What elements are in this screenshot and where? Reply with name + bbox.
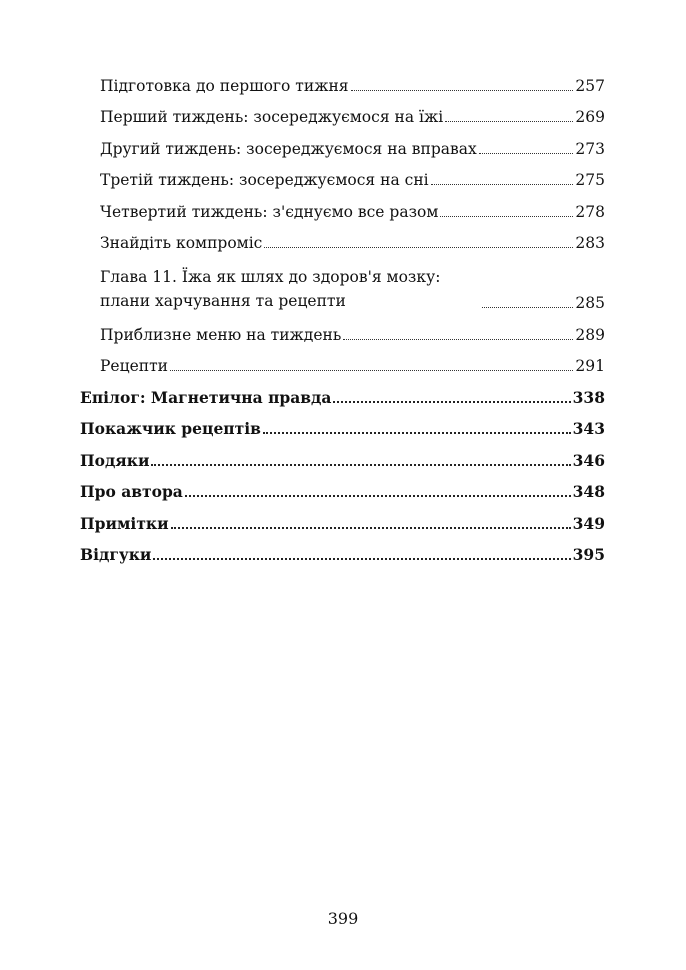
- toc-entry-page: 349: [572, 513, 605, 533]
- toc-entry[interactable]: [80, 190, 605, 222]
- toc-entry-page: 285: [575, 294, 605, 312]
- toc-entry[interactable]: [80, 96, 605, 128]
- toc-entry-page: 346: [572, 450, 605, 470]
- toc-entry-page: 283: [575, 234, 605, 252]
- toc-entry-page: 257: [575, 76, 605, 95]
- dot-leader: [170, 369, 573, 371]
- toc-entry-title: Покажчик рецептів: [80, 419, 261, 438]
- toc-entry-title: Примітки: [80, 513, 169, 533]
- toc-entry-title: Подяки: [80, 450, 150, 470]
- dot-leader: [479, 152, 574, 154]
- toc-entry[interactable]: [80, 64, 605, 96]
- toc-entry-page: 278: [575, 202, 605, 221]
- toc-entry-title: Глава 11. Їжа як шлях до здоров'я мозку: плани харчування та рецепти: [100, 268, 441, 310]
- toc-entry-title: Третій тиждень: зосереджуємося на сні: [100, 171, 429, 189]
- toc-entry[interactable]: [80, 313, 605, 345]
- toc-entry-notes[interactable]: [80, 502, 605, 534]
- toc-entry[interactable]: [80, 345, 605, 377]
- dot-leader: [171, 526, 571, 529]
- toc-entry[interactable]: [80, 159, 605, 191]
- toc-entry-page: 395: [572, 545, 605, 564]
- dot-leader: [343, 338, 573, 340]
- dot-leader: [264, 246, 573, 248]
- page-number: 399: [327, 909, 359, 928]
- dot-leader: [431, 183, 574, 185]
- toc-entry-page: 348: [572, 482, 605, 501]
- dot-leader: [263, 431, 571, 434]
- toc-entry-title: Відгуки: [80, 545, 152, 564]
- toc-entry-page: 338: [572, 387, 605, 407]
- dot-leader: [445, 120, 573, 122]
- dot-leader: [440, 215, 573, 217]
- toc-entry-title: Четвертий тиждень: з'єднуємо все разом: [100, 202, 439, 221]
- toc-entry-title: Рецепти: [100, 357, 168, 375]
- toc-entry-page: 275: [575, 171, 605, 189]
- toc-entry-title: Епілог: Магнетична правда: [80, 387, 332, 407]
- dot-leader: [153, 557, 570, 560]
- dot-leader: [185, 494, 571, 497]
- toc-entry-page: 343: [572, 419, 605, 438]
- toc-entry[interactable]: [80, 127, 605, 159]
- toc-entry-title: Перший тиждень: зосереджуємося на їжі: [100, 108, 444, 126]
- dot-leader: [333, 400, 570, 403]
- dot-leader: [151, 463, 570, 466]
- toc-entry-page: 273: [575, 139, 605, 158]
- table-of-contents: [80, 64, 605, 565]
- toc-entry-chapter-11[interactable]: [80, 253, 605, 313]
- toc-entry-recipe-index[interactable]: [80, 408, 605, 440]
- toc-entry-page: 291: [575, 357, 605, 375]
- toc-entry-reviews[interactable]: [80, 534, 605, 566]
- toc-entry-title: Підготовка до першого тижня: [100, 76, 349, 95]
- toc-entry-about-author[interactable]: [80, 471, 605, 503]
- toc-entry-acknowledgements[interactable]: [80, 439, 605, 471]
- dot-leader: [351, 89, 574, 91]
- toc-entry-title: Про автора: [80, 482, 183, 501]
- toc-entry-epilogue[interactable]: [80, 376, 605, 408]
- dot-leader: [482, 306, 573, 308]
- toc-entry[interactable]: [80, 222, 605, 254]
- toc-entry-title: Приблизне меню на тиждень: [100, 325, 342, 344]
- toc-entry-title: Другий тиждень: зосереджуємося на вправах: [100, 139, 477, 158]
- toc-entry-page: 269: [575, 108, 605, 126]
- toc-entry-title: Знайдіть компроміс: [100, 234, 263, 252]
- toc-entry-page: 289: [575, 325, 605, 344]
